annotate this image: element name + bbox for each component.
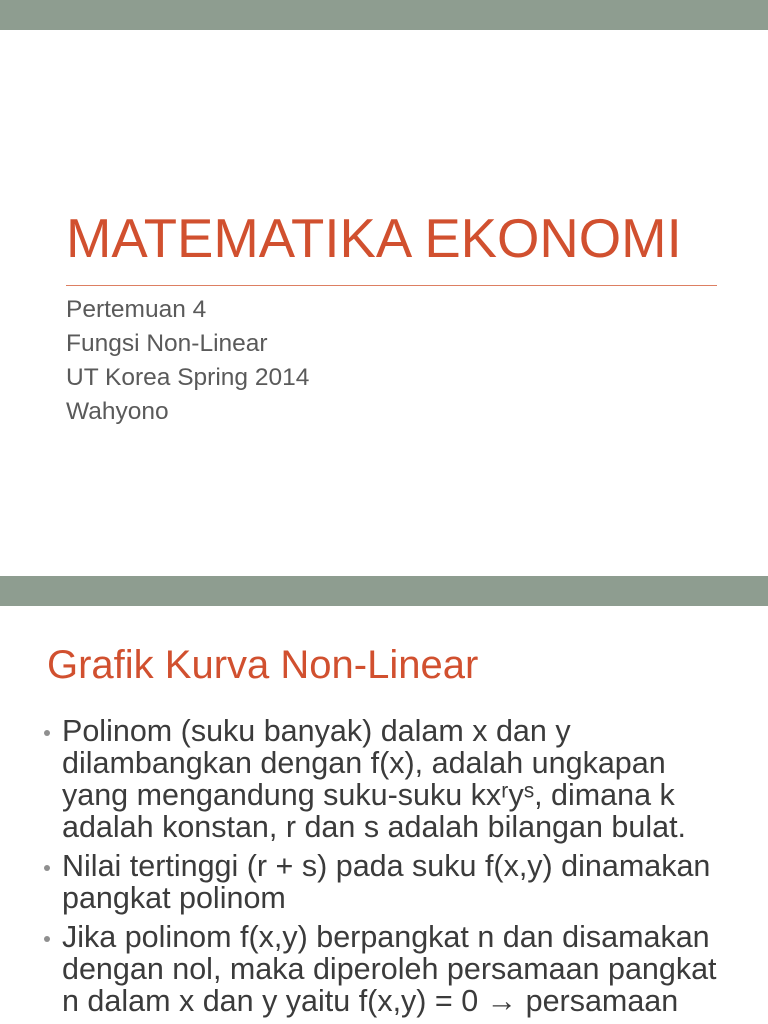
bullet-text-line: adalah konstan, r dan s adalah bilangan bulat. — [62, 810, 687, 844]
subtitle-line-course: UT Korea Spring 2014 — [66, 364, 310, 391]
bullet-dot-icon — [44, 730, 50, 736]
subtitle-line-topic: Fungsi Non-Linear — [66, 330, 268, 357]
bullet-text-line: yang mengandung suku-suku kxʳyˢ, dimana k — [62, 778, 675, 812]
slide-separator-top — [0, 0, 768, 30]
slide-title: MATEMATIKA EKONOMI — [66, 208, 682, 269]
bullet-dot-icon — [44, 936, 50, 942]
subtitle-block — [66, 293, 309, 429]
bullet-text-line: pangkat polinom — [62, 881, 286, 915]
subtitle-line-meeting: Pertemuan 4 — [66, 296, 207, 323]
bullet-text-line: dilambangkan dengan f(x), adalah ungkapan — [62, 746, 666, 780]
slide-title: Grafik Kurva Non-Linear — [47, 643, 479, 687]
bullet-item — [0, 921, 768, 1017]
bullet-dot-icon — [44, 865, 50, 871]
bullet-list — [0, 715, 768, 1017]
bullet-text-line: n dalam x dan y yaitu f(x,y) = 0 → persamaan — [62, 984, 679, 1018]
title-divider — [66, 285, 717, 286]
bullet-item — [0, 715, 768, 843]
slide-title-page — [0, 30, 768, 576]
slide-separator — [0, 576, 768, 606]
bullet-item — [0, 850, 768, 914]
slide-content-page — [0, 606, 768, 1024]
bullet-text-line: Nilai tertinggi (r + s) pada suku f(x,y) dinamakan — [62, 849, 711, 883]
bullet-text-line: Jika polinom f(x,y) berpangkat n dan disamakan — [62, 920, 710, 954]
subtitle-line-author: Wahyono — [66, 398, 169, 425]
bullet-text-line: Polinom (suku banyak) dalam x dan y — [62, 714, 571, 748]
bullet-text-line: dengan nol, maka diperoleh persamaan pangkat — [62, 952, 717, 986]
